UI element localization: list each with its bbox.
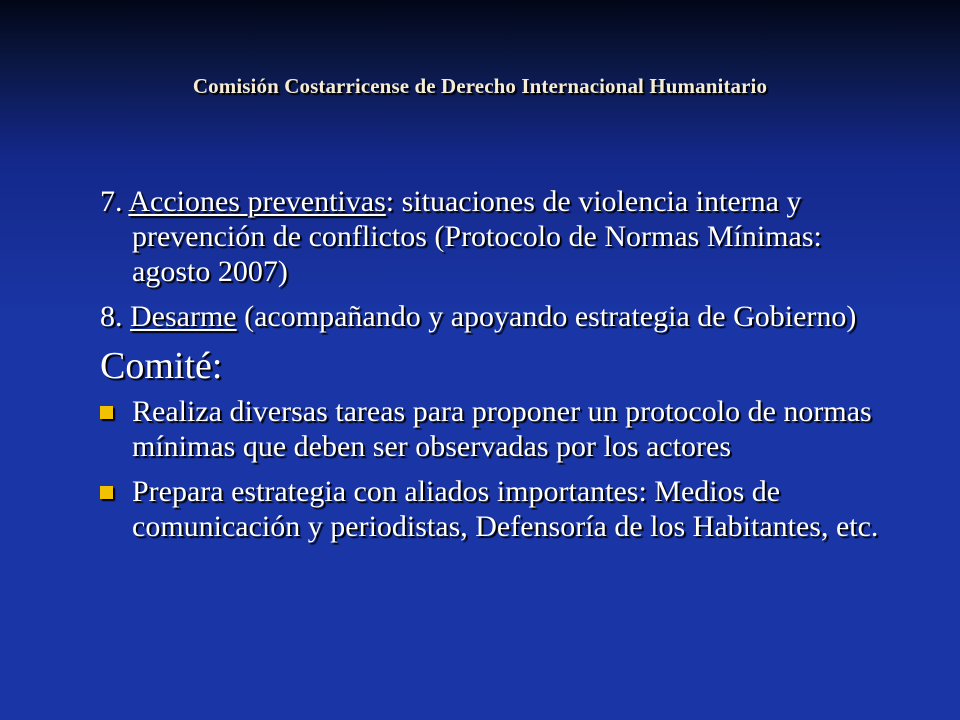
item-underlined-term: Desarme (130, 300, 237, 333)
bullet-item (100, 394, 890, 464)
item-number: 8. (100, 300, 123, 333)
numbered-item-7 (100, 184, 890, 289)
slide-content (100, 184, 890, 554)
slide-title: Comisión Costarricense de Derecho Internacional Humanitario (192, 74, 768, 98)
bullet-text: Prepara estrategia con aliados importantes: Medios de comunicación y periodistas, Defensoría de los Habitantes, etc. (132, 475, 879, 543)
bullet-item (100, 474, 890, 544)
item-text: : situaciones de violencia interna y prevención de conflictos (Protocolo de Normas Mínimas: agosto 2007) (132, 185, 822, 288)
item-text: (acompañando y apoyando estrategia de Gobierno) (236, 300, 857, 333)
numbered-item-8 (100, 299, 890, 334)
square-bullet-icon (100, 486, 113, 499)
section-heading: Comité: (100, 345, 223, 387)
item-number: 7. (100, 185, 123, 218)
item-underlined-term: Acciones preventivas (128, 185, 386, 218)
bullet-text: Realiza diversas tareas para proponer un protocolo de normas mínimas que deben ser observadas por los actores (132, 395, 872, 463)
square-bullet-icon (100, 406, 113, 419)
